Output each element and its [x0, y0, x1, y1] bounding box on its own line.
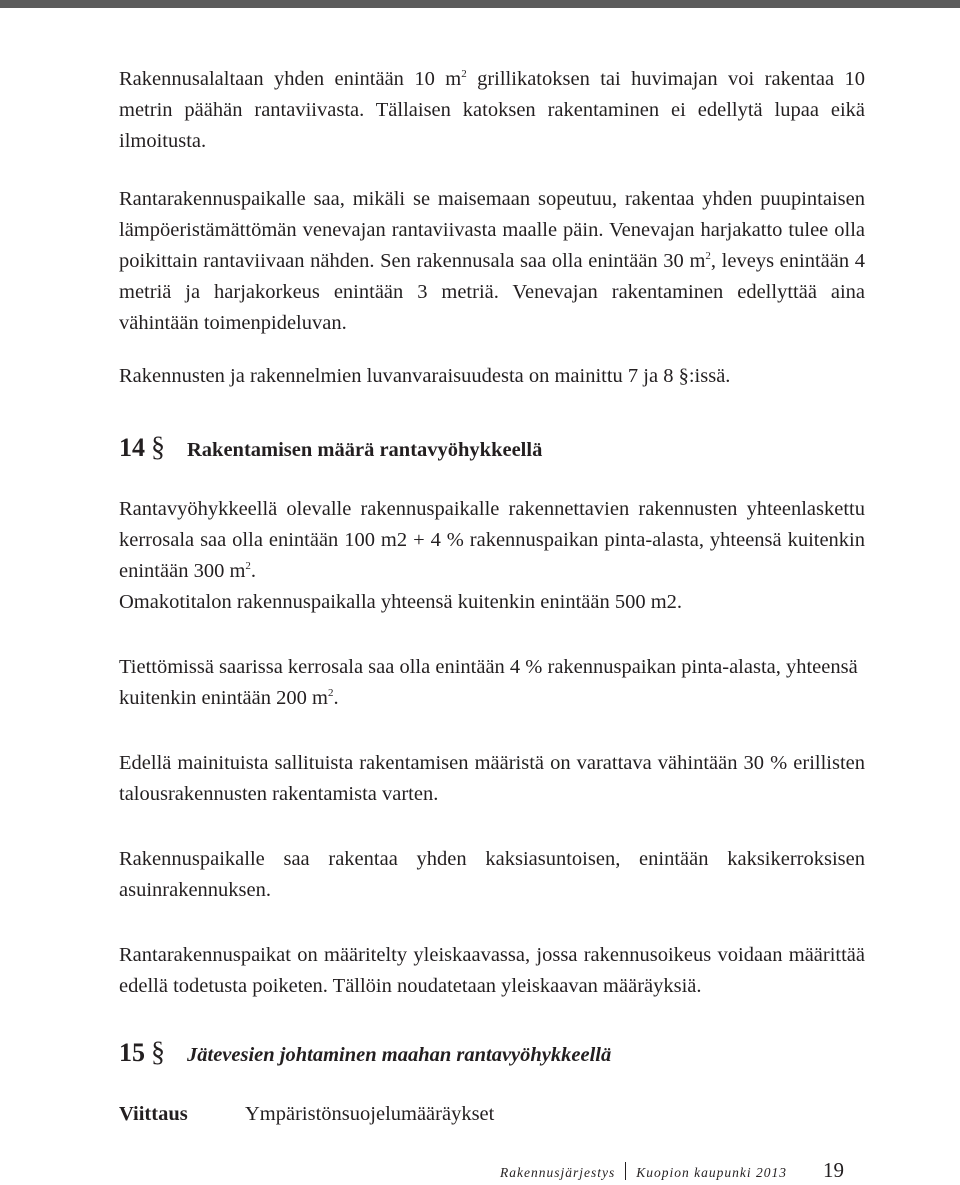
body-upper	[119, 64, 865, 392]
section-title: Jätevesien johtaminen maahan rantavyöhykkeellä	[187, 1044, 612, 1066]
paragraph-yleiskaava: Rantarakennuspaikat on määritelty yleiskaavassa, jossa rakennusoikeus voidaan määrittää edellä todetusta poiketen. Tällöin noudatetaan yleiskaavan määräyksiä.	[119, 944, 865, 997]
paragraph-saaret: Tiettömissä saarissa kerrosala saa olla enintään 4 % rakennuspaikan pinta-alasta, yhteensä kuitenkin enintään 200 $m^2$.	[119, 656, 858, 709]
page-number: 19	[822, 1158, 844, 1182]
paragraph-talousrakennukset: Edellä mainituista sallituista rakentamisen määristä on varattava vähintään 30 % erillisten talousrakennusten rakentamista varten.	[119, 752, 865, 805]
section-number: 14	[119, 433, 145, 462]
footer-publisher: Kuopion kaupunki 2013	[636, 1165, 787, 1180]
section-14-heading	[119, 432, 542, 464]
section-symbol: §	[151, 1037, 165, 1068]
reference-value: Ympäristönsuojelumääräykset	[245, 1103, 495, 1125]
paragraph-kaksiasuntoinen: Rakennuspaikalle saa rakentaa yhden kaksiasuntoisen, enintään kaksikerroksisen asuinrakennuksen.	[119, 848, 865, 901]
body-section-14	[119, 494, 865, 1002]
footer-divider	[625, 1162, 626, 1180]
paragraph-grillikatos: Rakennusalaltaan yhden enintään 10 $m^2$ grillikatoksen tai huvimajan voi rakentaa 10 metrin päähän rantaviivasta. Tällaisen katoksen rakentaminen ei edellytä lupaa eikä ilmoitusta.	[119, 68, 865, 152]
reference-label: Viittaus	[119, 1103, 188, 1125]
section-15-heading	[119, 1037, 611, 1069]
top-border	[0, 0, 960, 8]
paragraph-omakotitalo: Omakotitalon rakennuspaikalla yhteensä kuitenkin enintään 500 m2.	[119, 591, 683, 613]
paragraph-luvanvaraisuus: Rakennusten ja rakennelmien luvanvaraisuudesta on mainittu 7 ja 8 §:issä.	[119, 365, 731, 387]
section-title: Rakentamisen määrä rantavyöhykkeellä	[187, 439, 543, 461]
section-symbol: §	[151, 432, 165, 463]
footer-document-title: Rakennusjärjestys	[500, 1165, 616, 1180]
paragraph-kerrosala: Rantavyöhykkeellä olevalle rakennuspaikalle rakennettavien rakennusten yhteenlaskettu kerrosala saa olla enintään 100 m2 + 4 % rakennuspaikan pinta-alasta, yhteensä kuitenkin enintään 300 $m^2$.	[119, 498, 865, 582]
page-footer	[500, 1158, 844, 1183]
reference-row	[119, 1103, 494, 1126]
paragraph-venevaja: Rantarakennuspaikalle saa, mikäli se maisemaan sopeutuu, rakentaa yhden puupintaisen lämpöeristämättömän venevajan rantaviivasta maalle päin. Venevajan harjakatto tulee olla poikittain rantaviivaan nähden. Sen rakennusala saa olla enintään 30 $m^2$, leveys enintään 4 metriä ja harjakorkeus enintään 3 metriä. Venevajan rakentaminen edellyttää aina vähintään toimenpideluvan.	[119, 188, 866, 334]
section-number: 15	[119, 1038, 145, 1067]
